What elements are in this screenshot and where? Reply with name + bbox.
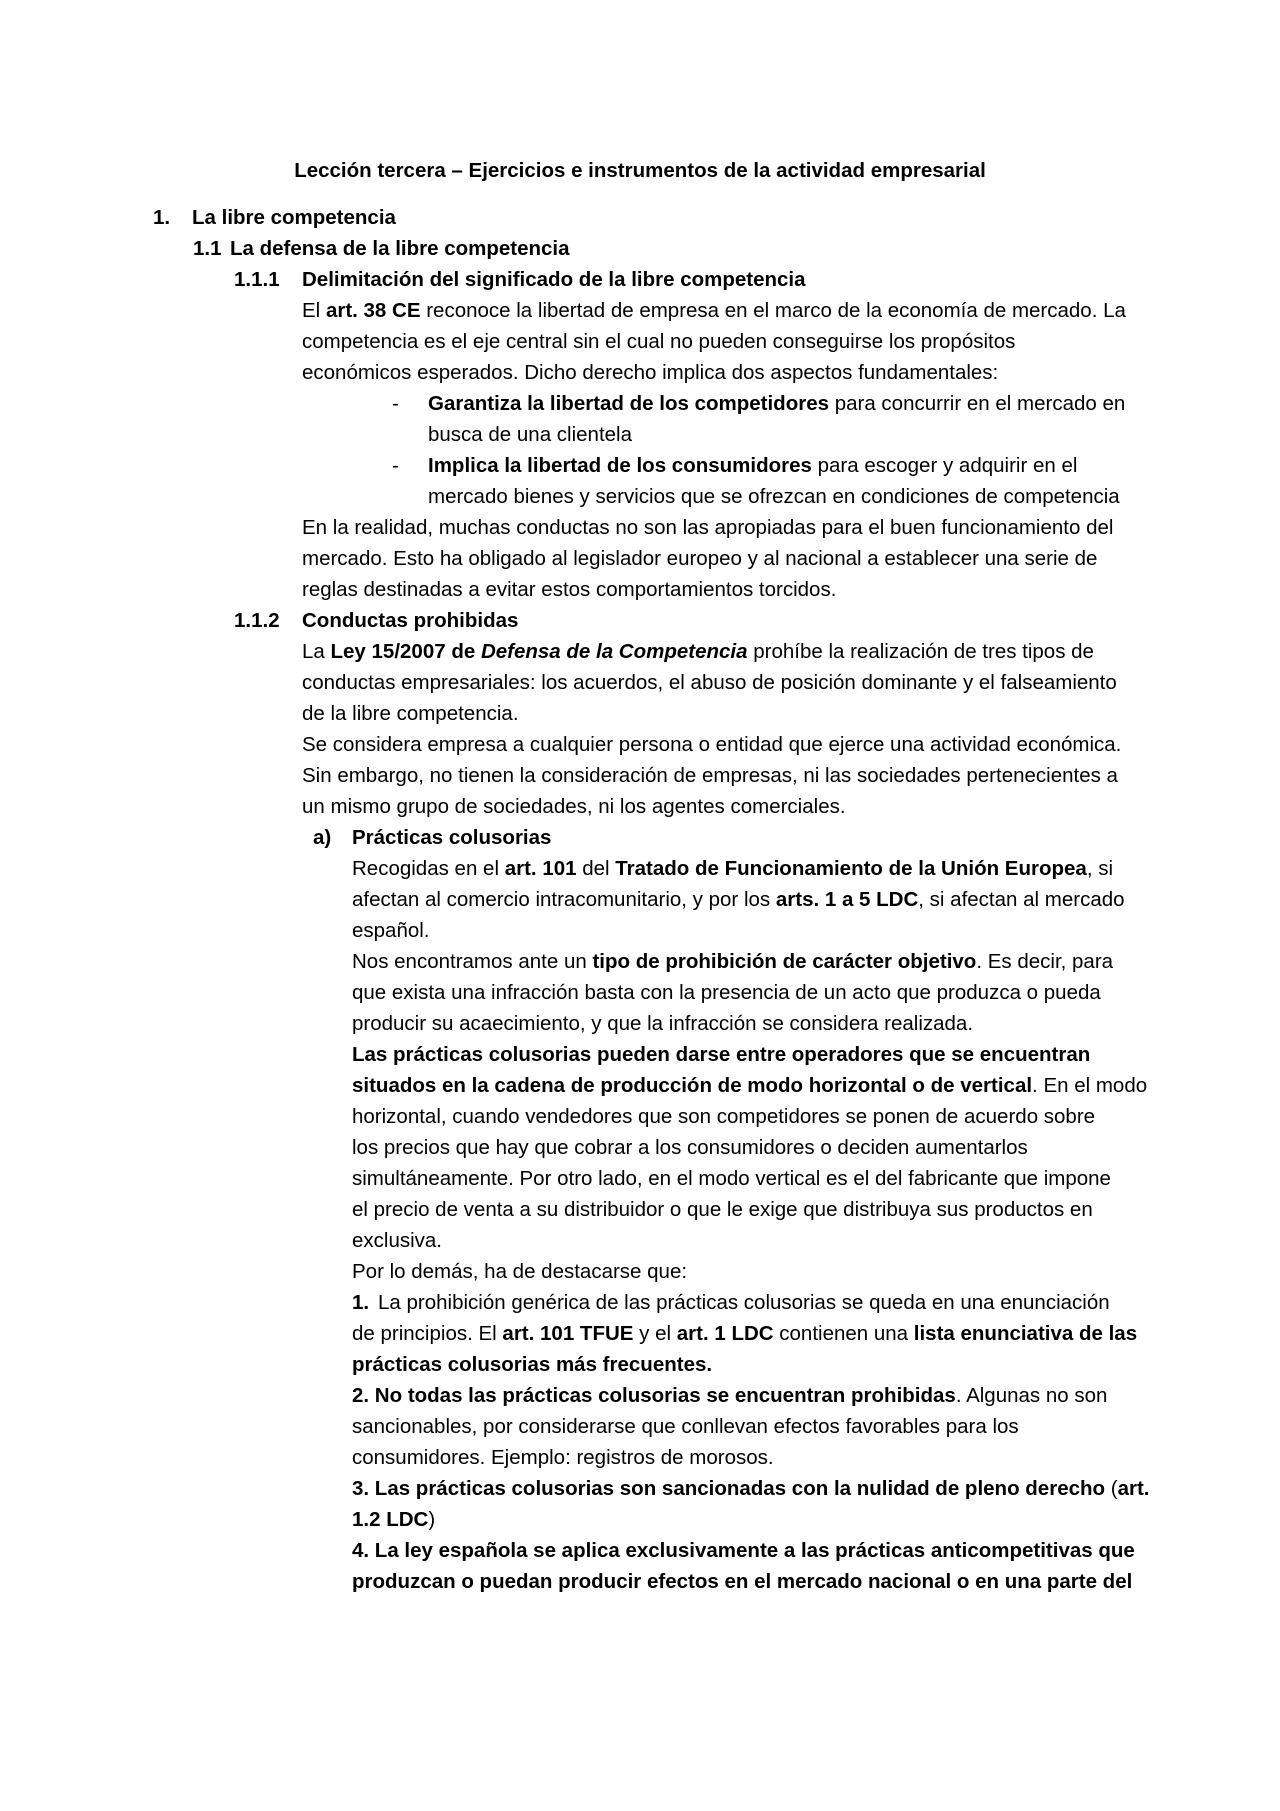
text-run: Nos encontramos ante un: [352, 950, 593, 973]
text-run: El: [302, 299, 326, 322]
heading-level-2: [0, 233, 1280, 264]
text-line: exclusiva.: [352, 1229, 443, 1252]
text-line: 4. La ley española se aplica exclusivamente a las prácticas anticompetitivas que: [352, 1539, 1135, 1562]
bold-run: Implica la libertad de los consumidores: [428, 454, 812, 477]
paragraph-line: [0, 1163, 1280, 1194]
text-run: del: [576, 857, 616, 880]
text-run: de principios. El: [352, 1322, 503, 1345]
text-line: Sin embargo, no tienen la consideración de empresas, ni las sociedades pertenecientes a: [302, 764, 1118, 787]
bold-run: Garantiza la libertad de los competidores: [428, 392, 830, 415]
text-line: de la libre competencia.: [302, 702, 519, 725]
numbered-item-line: [0, 1566, 1280, 1597]
paragraph-line: [0, 1256, 1280, 1287]
paragraph-line: [0, 636, 1280, 667]
bold-run: art.: [1117, 1477, 1150, 1500]
paragraph-line: [0, 760, 1280, 791]
text-line: simultáneamente. Por otro lado, en el modo vertical es el del fabricante que impone: [352, 1167, 1111, 1190]
paragraph-line: [0, 729, 1280, 760]
paragraph-line: [0, 326, 1280, 357]
text-line: económicos esperados. Dicho derecho implica dos aspectos fundamentales:: [302, 361, 999, 384]
paragraph-line: [0, 791, 1280, 822]
text-line: prácticas colusorias más frecuentes.: [352, 1353, 713, 1376]
numbered-item-line: [0, 1411, 1280, 1442]
heading-number: 1.1: [193, 237, 222, 260]
text-run: , si: [1086, 857, 1114, 880]
text-run: y el: [633, 1322, 677, 1345]
text-line: consumidores. Ejemplo: registros de morosos.: [352, 1446, 774, 1469]
text-line: Se considera empresa a cualquier persona o entidad que ejerce una actividad económica.: [302, 733, 1122, 756]
text-line: [428, 450, 1077, 481]
text-run: Recogidas en el: [352, 857, 505, 880]
bold-run: art. 1 LDC: [676, 1322, 774, 1345]
paragraph-line: [0, 1008, 1280, 1039]
heading-text: La libre competencia: [192, 206, 396, 229]
text-run: , si afectan al mercado: [918, 888, 1125, 911]
text-line: conductas empresariales: los acuerdos, el abuso de posición dominante y el falseamiento: [302, 671, 1117, 694]
heading-text: Delimitación del significado de la libre competencia: [302, 268, 806, 291]
dash-bullet-icon: -: [392, 392, 399, 415]
bold-run: 3. Las prácticas colusorias son sancionadas con la nulidad de pleno derecho: [352, 1477, 1106, 1500]
text-line: que exista una infracción basta con la presencia de un acto que produzca o pueda: [352, 981, 1101, 1004]
bold-run: art. 101: [504, 857, 577, 880]
text-run: . Es decir, para: [976, 950, 1114, 973]
paragraph-line: [0, 884, 1280, 915]
bold-run: tipo de prohibición de carácter objetivo: [592, 950, 977, 973]
bold-run: 2. No todas las prácticas colusorias se encuentran prohibidas: [352, 1384, 956, 1407]
paragraph-line: [0, 977, 1280, 1008]
text-line: [352, 1318, 1137, 1349]
heading-level-1: [0, 202, 1280, 233]
paragraph-line: [0, 853, 1280, 884]
text-run: ): [428, 1508, 436, 1531]
text-line: reglas destinadas a evitar estos comportamientos torcidos.: [302, 578, 837, 601]
text-run: afectan al comercio intracomunitario, y por los: [352, 888, 776, 911]
bullet-continuation: [0, 481, 1280, 512]
heading-level-3: [0, 264, 1280, 295]
text-line: [352, 853, 1113, 884]
text-line: [352, 1070, 1147, 1101]
text-line: español.: [352, 919, 430, 942]
numbered-item-line: [0, 1318, 1280, 1349]
paragraph-line: [0, 512, 1280, 543]
text-run: reconoce la libertad de empresa en el marco de la economía de mercado. La: [420, 299, 1126, 322]
text-line: mercado. Esto ha obligado al legislador europeo y al nacional a establecer una serie de: [302, 547, 1098, 570]
heading-text: La defensa de la libre competencia: [230, 237, 570, 260]
heading-text: Conductas prohibidas: [302, 609, 519, 632]
numbered-item-line: [0, 1349, 1280, 1380]
paragraph-line: [0, 698, 1280, 729]
text-run: . En el modo: [1032, 1074, 1148, 1097]
text-run: para concurrir en el mercado en: [829, 392, 1126, 415]
text-line: mercado bienes y servicios que se ofrezcan en condiciones de competencia: [428, 485, 1120, 508]
heading-number: 1.1.1: [234, 268, 280, 291]
bullet-item: [0, 388, 1280, 419]
bullet-continuation: [0, 419, 1280, 450]
dash-bullet-icon: -: [392, 454, 399, 477]
numbered-item-line: [0, 1504, 1280, 1535]
text-line: [352, 884, 1125, 915]
heading-number: 1.1.2: [234, 609, 280, 632]
paragraph-line: [0, 543, 1280, 574]
text-line: competencia es el eje central sin el cual no pueden conseguirse los propósitos: [302, 330, 1016, 353]
paragraph-line: [0, 295, 1280, 326]
paragraph-line: [0, 1039, 1280, 1070]
paragraph-line: [0, 1132, 1280, 1163]
paragraph-line: [0, 1101, 1280, 1132]
heading-text: Prácticas colusorias: [352, 826, 552, 849]
heading-number: 1.: [153, 206, 171, 229]
bold-run: lista enunciativa de las: [913, 1322, 1138, 1345]
paragraph-line: [0, 1070, 1280, 1101]
text-line: los precios que hay que cobrar a los consumidores o deciden aumentarlos: [352, 1136, 1028, 1159]
text-run: La: [302, 640, 331, 663]
text-line: producir su acaecimiento, y que la infracción se considera realizada.: [352, 1012, 974, 1035]
text-run: contienen una: [773, 1322, 914, 1345]
bold-run: situados en la cadena de producción de modo horizontal o de vertical: [352, 1074, 1033, 1097]
heading-level-4: [0, 822, 1280, 853]
heading-number: a): [313, 826, 332, 849]
text-line: [352, 946, 1113, 977]
bold-run: art. 38 CE: [325, 299, 421, 322]
paragraph-line: [0, 946, 1280, 977]
text-line: horizontal, cuando vendedores que son competidores se ponen de acuerdo sobre: [352, 1105, 1096, 1128]
text-line: Por lo demás, ha de destacarse que:: [352, 1260, 688, 1283]
bold-run: arts. 1 a 5 LDC: [775, 888, 919, 911]
text-line: el precio de venta a su distribuidor o que le exige que distribuya sus productos en: [352, 1198, 1093, 1221]
heading-level-3: [0, 605, 1280, 636]
document-title: Lección tercera – Ejercicios e instrumentos de la actividad empresarial: [294, 159, 986, 182]
paragraph-line: [0, 357, 1280, 388]
text-line: La prohibición genérica de las prácticas colusorias se queda en una enunciación: [378, 1291, 1110, 1314]
text-line: [428, 388, 1125, 419]
paragraph-line: [0, 1225, 1280, 1256]
text-line: [302, 295, 1126, 326]
item-number: 1.: [352, 1291, 370, 1314]
numbered-item: [0, 1535, 1280, 1566]
bold-run: Ley 15/2007 de: [330, 640, 481, 663]
bold-italic-run: Defensa de la Competencia: [480, 640, 748, 663]
text-line: En la realidad, muchas conductas no son las apropiadas para el buen funcionamiento del: [302, 516, 1114, 539]
text-line: [352, 1504, 435, 1535]
text-line: un mismo grupo de sociedades, ni los agentes comerciales.: [302, 795, 846, 818]
text-line: [352, 1473, 1149, 1504]
text-line: [302, 636, 1094, 667]
numbered-item: [0, 1473, 1280, 1504]
text-line: sancionables, por considerarse que conllevan efectos favorables para los: [352, 1415, 1019, 1438]
bold-run: Tratado de Funcionamiento de la Unión Europea: [615, 857, 1087, 880]
text-line: busca de una clientela: [428, 423, 633, 446]
text-line: [352, 1380, 1107, 1411]
text-line: Las prácticas colusorias pueden darse entre operadores que se encuentran: [352, 1043, 1091, 1066]
bold-run: art. 101 TFUE: [502, 1322, 634, 1345]
bullet-item: [0, 450, 1280, 481]
text-line: produzcan o puedan producir efectos en el mercado nacional o en una parte del: [352, 1570, 1133, 1593]
bold-run: 1.2 LDC: [352, 1508, 429, 1531]
paragraph-line: [0, 667, 1280, 698]
text-run: . Algunas no son: [955, 1384, 1108, 1407]
paragraph-line: [0, 915, 1280, 946]
numbered-item: [0, 1287, 1280, 1318]
text-run: para escoger y adquirir en el: [811, 454, 1078, 477]
text-run: prohíbe la realización de tres tipos de: [747, 640, 1094, 663]
text-run: (: [1105, 1477, 1118, 1500]
paragraph-line: [0, 574, 1280, 605]
paragraph-line: [0, 1194, 1280, 1225]
numbered-item-line: [0, 1442, 1280, 1473]
numbered-item: [0, 1380, 1280, 1411]
